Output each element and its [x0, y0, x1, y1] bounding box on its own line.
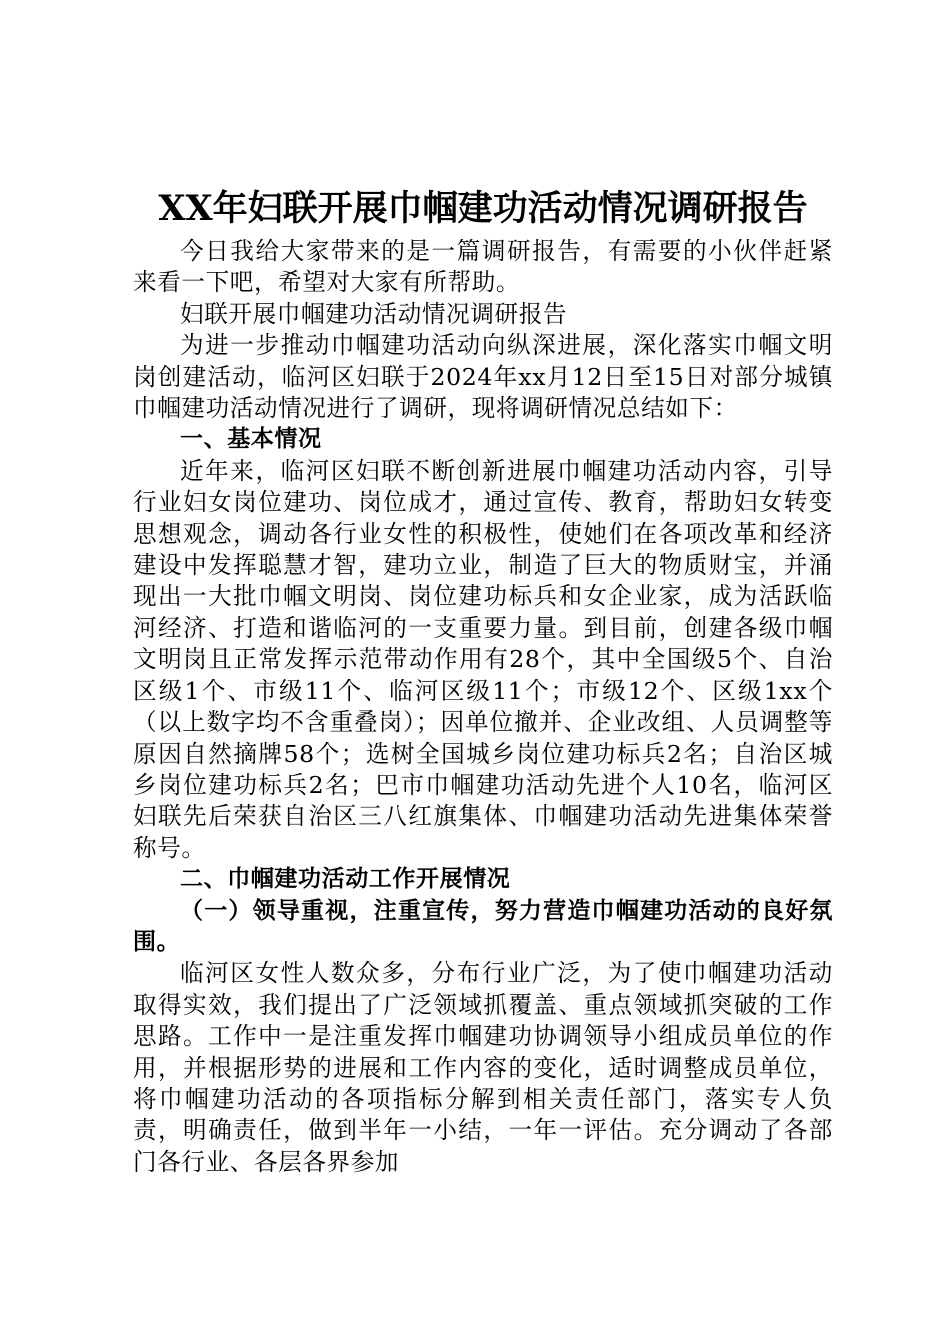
- section-2-body: 临河区女性人数众多，分布行业广泛，为了使巾帼建功活动取得实效，我们提出了广泛领域抓覆盖、重点领域抓突破的工作思路。工作中一是注重发挥巾帼建功协调领导小组成员单位的作用，并根据形势的进展和工作内容的变化，适时调整成员单位，将巾帼建功活动的各项指标分解到相关责任部门，落实专人负责，明确责任，做到半年一小结，一年一评估。充分调动了各部门各行业、各层各界参加: [133, 959, 833, 1176]
- document-page: [133, 184, 833, 1178]
- opening-paragraph: 为进一步推动巾帼建功活动向纵深进展，深化落实巾帼文明岗创建活动，临河区妇联于2024年xx月12日至15日对部分城镇巾帼建功活动情况进行了调研，现将调研情况总结如下：: [133, 331, 833, 423]
- document-title: XX年妇联开展巾帼建功活动情况调研报告: [158, 188, 808, 229]
- section-2-heading: 二、巾帼建功活动工作开展情况: [180, 866, 511, 893]
- section-1-heading: 一、基本情况: [180, 426, 322, 453]
- intro-paragraph: 今日我给大家带来的是一篇调研报告，有需要的小伙伴赶紧来看一下吧，希望对大家有所帮助。: [133, 237, 833, 297]
- section-1-body: 近年来，临河区妇联不断创新进展巾帼建功活动内容，引导行业妇女岗位建功、岗位成才，通过宣传、教育，帮助妇女转变思想观念，调动各行业女性的积极性，使她们在各项改革和经济建设中发挥聪慧才智，建功立业，制造了巨大的物质财宝，并涌现出一大批巾帼文明岗、岗位建功标兵和女企业家，成为活跃临河经济、打造和谐临河的一支重要力量。到目前，创建各级巾帼文明岗且正常发挥示范带动作用有28个，其中全国级5个、自治区级1个、市级11个、临河区级11个；市级12个、区级1xx个（以上数字均不含重叠岗）；因单位撤并、企业改组、人员调整等原因自然摘牌58个；选树全国城乡岗位建功标兵2名；自治区城乡岗位建功标兵2名；巴市巾帼建功活动先进个人10名，临河区妇联先后荣获自治区三八红旗集体、巾帼建功活动先进集体荣誉称号。: [133, 456, 833, 862]
- report-subtitle: 妇联开展巾帼建功活动情况调研报告: [180, 299, 568, 328]
- section-2-subheading-1: （一）领导重视，注重宣传，努力营造巾帼建功活动的良好氛围。: [133, 897, 833, 955]
